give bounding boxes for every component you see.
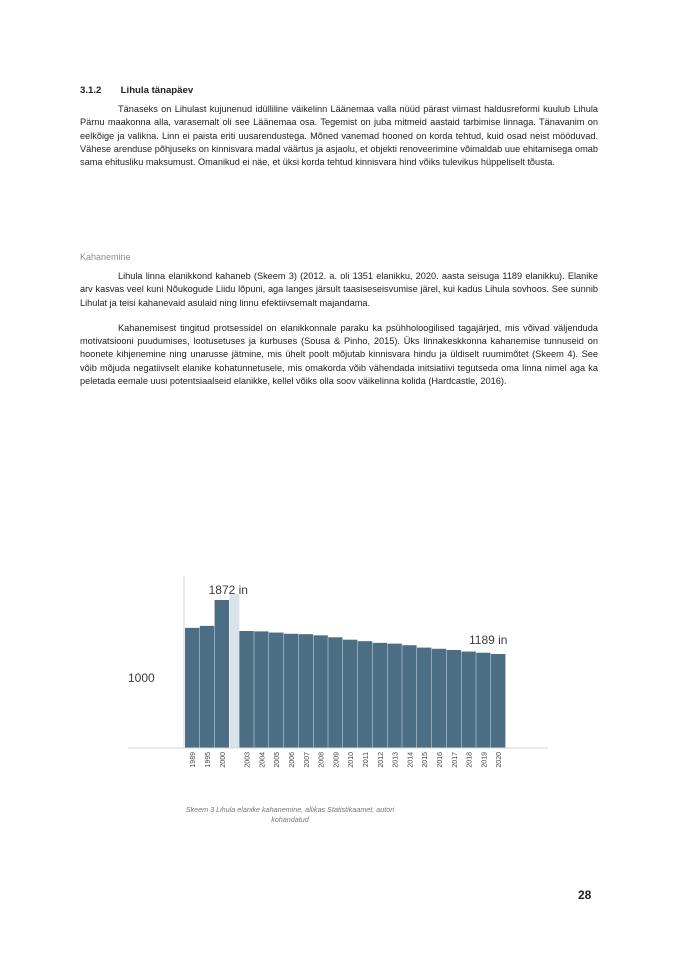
chart-bar [387,644,401,748]
population-chart [118,570,578,785]
chart-x-tick-label: 2003 [244,752,252,768]
chart-bar [476,653,490,748]
chart-bar [461,652,475,748]
chart-bar [215,600,229,748]
chart-x-tick-label: 2020 [496,752,504,768]
chart-bar [402,645,416,748]
chart-x-tick-label: 2009 [333,752,341,768]
chart-bar [313,635,327,748]
section-title: Lihula tänapäev [120,85,194,96]
paragraph-consequences: Kahanemisest tingitud protsessidel on elanikkonnale paraku ka psühholoogilised tagajärjed, mis võivad väljenduda motivatsiooni puudumises, lootusetuses ja kurbuses (Sousa & Pinho, 2015). Üks linnakeskkonna kahanemise tunnuseid on hoonete kihjenemine ning unarusse jätmine, mis ühelt poolt mõjutab kinnisvara hindu ja üldiselt ruumimõtet (Skeem 4). See võib mõjuda negatiivselt elanike kohatunnetusele, mis omakorda võib vähendada initsiatiivi tegutseda oma linna nimel aga ka peletada eemale uusi potentsiaalseid elanikke, kellel võiks olla soov väikelinna kolida (Hardcastle, 2016). [80,322,598,387]
chart-y-tick-label: 1000 [128,671,155,685]
section-number: 3.1.2 [80,85,102,96]
chart-bar [328,637,342,748]
chart-x-tick-label: 1989 [190,752,198,768]
chart-x-tick-label: 2012 [377,752,385,768]
chart-x-tick-label: 2005 [274,752,282,768]
chart-x-tick-label: 2004 [259,752,267,768]
chart-annotation-current: 1189 in [469,632,508,647]
chart-bar [239,631,253,748]
chart-x-labels [190,752,503,768]
chart-bar [185,628,199,748]
chart-x-tick-label: 2007 [303,752,311,768]
shrinking-block [80,270,598,400]
chart-bar [417,648,431,748]
chart-bar [200,626,214,748]
chart-bar [358,641,372,748]
chart-bar [447,650,461,748]
chart-caption: Skeem 3 Lihula elanike kahanemine, allikas Statistikaamet, autori kohandatud [185,805,395,824]
chart-bar [254,631,268,748]
paragraph-population: Lihula linna elanikkond kahaneb (Skeem 3) (2012. a. oli 1351 elanikku, 2020. aasta seisuga 1189 elanikku). Elanike arv kasvas veel kuni Nõukogude Liidu lõpuni, aga langes järsult taasiseseisvumise järel, kui kadus Lihula sovhoos. See sunnib Lihulat ja teisi kahanevaid asulaid ning linnu efektiivsemalt majandama. [80,271,598,308]
chart-bar [491,654,505,748]
chart-bars [185,594,508,748]
chart-x-tick-label: 2011 [363,752,370,768]
chart-bar [343,640,357,748]
chart-annotation-peak: 1872 in [208,583,248,597]
chart-x-tick-label: 2000 [219,752,227,768]
chart-x-tick-label: 2006 [289,752,296,768]
chart-x-tick-label: 2010 [348,752,356,768]
subheading-kahanemine: Kahanemine [80,252,131,262]
intro-block [80,103,598,181]
chart-x-tick-label: 2013 [392,752,400,768]
chart-bar [432,649,446,748]
intro-paragraph: Tänaseks on Lihulast kujunenud idülliline väikelinn Läänemaa valla nüüd pärast viimast haldusreformi kuulub Lihula Pärnu maakonna alla, varasemalt oli see Läänemaa osa. Tegemist on juba mitmeid aastaid tarbimise linnaga. Tänavanim on eelkõige ja valikna. Linn ei paista eriti uusarendustega. Mõned vanemad hooned on korda tehtud, kuid osad neist mööduvad. Vähese arenduse põhjuseks on kinnisvara madal väärtus ja asjaolu, et objekti renoveerimine võimaldab uue ehitamisega omab sama ehitusliku maksumust. Omanikud ei näe, et üksi korda tehtud kinnisvara hind võiks tulevikus hüppeliselt tõusta. [80,104,598,168]
chart-x-tick-label: 2015 [422,752,430,768]
chart-x-tick-label: 2019 [481,752,489,768]
chart-x-tick-label: 2014 [407,752,415,768]
chart-bar [284,634,298,748]
chart-x-tick-label: 2016 [437,752,444,768]
chart-x-tick-label: 2017 [451,752,459,768]
chart-bar [373,643,387,748]
section-heading [80,85,193,96]
chart-gap-band [229,594,239,748]
chart-x-tick-label: 2018 [466,752,474,768]
chart-bar [269,633,283,748]
chart-bar [299,634,313,748]
chart-x-tick-label: 2008 [318,752,326,768]
page-number: 28 [578,888,592,902]
chart-x-tick-label: 1995 [205,752,212,768]
